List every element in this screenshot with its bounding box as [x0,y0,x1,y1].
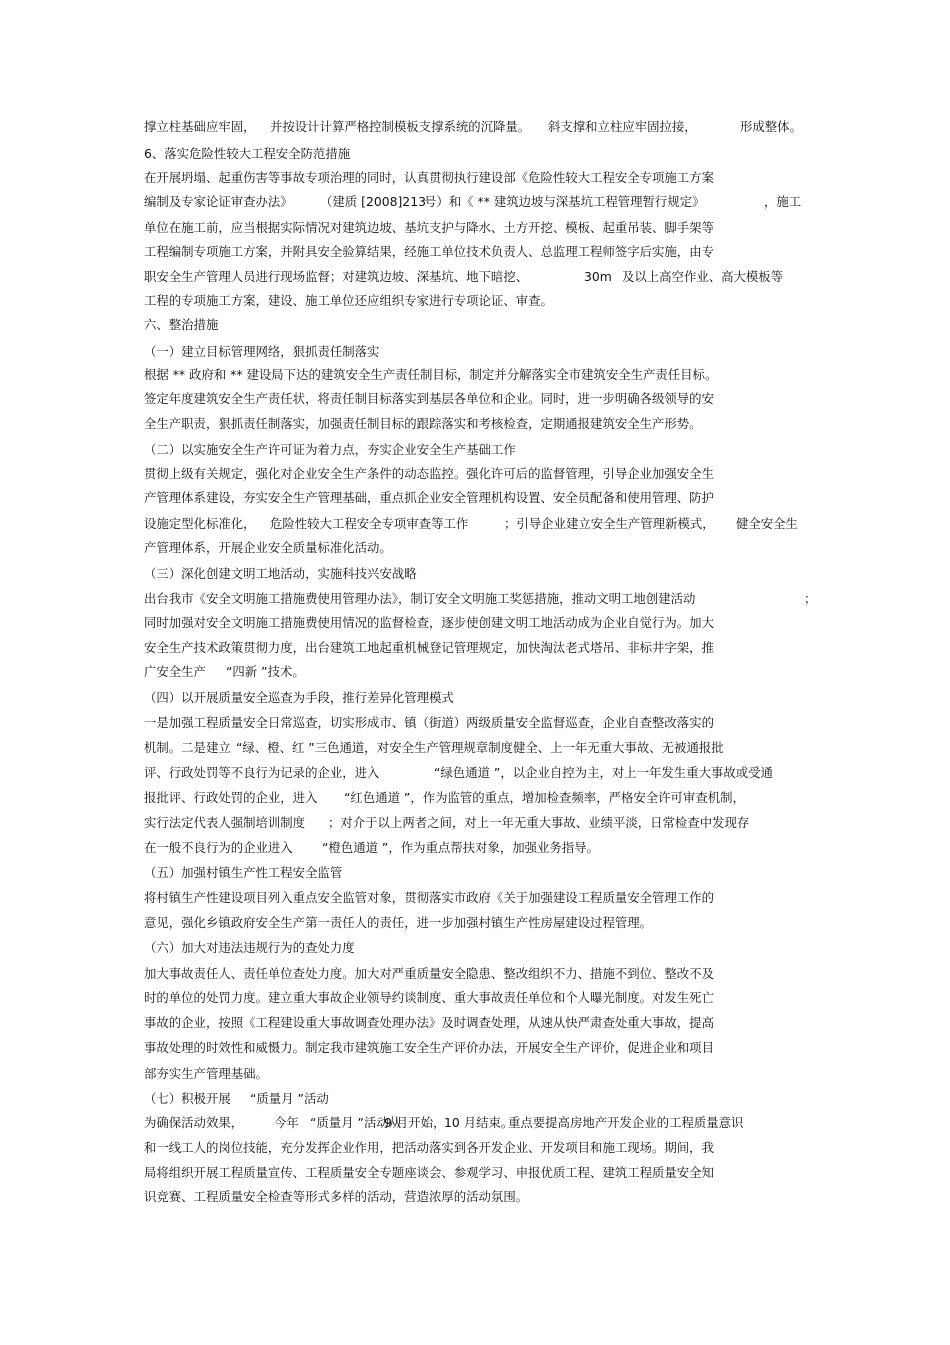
text-segment: （一）建立目标管理网络，狠抓责任制落实 [144,344,380,359]
text-segment: “红色通道 ”，作为监管的重点，增加检查频率，严格安全许可审查机制， [344,790,745,805]
text-segment: 出台我市《安全文明施工措施费使用管理办法》，制订安全文明施工奖惩措施，推动文明工地创建活动 [144,591,696,606]
text-segment: “绿色通道 ”，以企业自控为主，对上一年发生重大事故或受通 [434,765,773,780]
text-segment: 编制及专家论证审查办法》 [144,194,293,209]
text-segment: 机制。二是建立 [144,740,231,755]
text-segment: 时的单位的处罚力度。建立重大事故企业领导约谈制度、重大事故责任单位和个人曝光制度。对发生死亡 [144,990,714,1005]
text-segment: 事故处理的时效性和威慑力。制定我市建筑施工安全生产评价办法，开展安全生产评价，促进企业和项目 [144,1040,714,1055]
text-segment: 健全安全生 [736,516,798,531]
text-segment: 为确保活动效果， [144,1115,244,1130]
text-segment: 将村镇生产性建设项目列入重点安全监管对象，贯彻落实市政府《关于加强建设工程质量安全管理工作的 [144,890,714,905]
text-segment: 并按设计计算严格控制模板支撑系统的沉降量。 [270,119,531,134]
text-segment: 实行法定代表人强制培训制度 [144,815,306,830]
text-segment: （五）加强村镇生产性工程安全监管 [144,865,343,880]
text-segment: 产管理体系，开展企业安全质量标准化活动。 [144,540,392,555]
text-segment: 及以上高空作业、高大模板等 [622,269,784,284]
text-segment: 广安全生产 [144,664,206,679]
text-segment: ；对介于以上两者之间，对上一年无重大事故、业绩平淡，日常检查中发现存 [328,815,750,830]
text-segment: 单位在施工前，应当根据实际情况对建筑边坡、基坑支护与降水、土方开挖、模板、起重吊装、脚手架等 [144,220,714,235]
text-segment: 撑立柱基础应牢固， [144,119,256,134]
text-segment: 30m [584,269,612,284]
text-segment: 工程的专项施工方案，建设、施工单位还应组织专家进行专项论证、审查。 [144,293,553,308]
text-segment: ；引导企业建立安全生产管理新模式， [504,516,715,531]
text-segment: 贯彻上级有关规定，强化对企业安全生产条件的动态监控。强化许可后的监督管理，引导企业加强安全生 [144,466,714,481]
text-segment: 工程编制专项施工方案，并附具安全验算结果，经施工单位技术负责人、总监理工程师签字后实施，由专 [144,244,714,259]
text-segment: “绿、橙、红 ”三色通道，对安全生产管理规章制度健全、上一年无重大事故、无被通报批 [236,740,724,755]
text-segment: 职安全生产管理人员进行现场监督；对建筑边坡、深基坑、地下暗挖、 [144,269,529,284]
text-segment: （四）以开展质量安全巡查为手段，推行差异化管理模式 [144,690,454,705]
text-segment: 部夯实生产管理基础。 [144,1066,268,1081]
text-segment: 和一线工人的岗位技能，充分发挥企业作用，把活动落实到各开发企业、开发项目和施工现场。期间，我 [144,1140,714,1155]
text-segment: 意见，强化乡镇政府安全生产第一责任人的责任，进一步加强村镇生产性房屋建设过程管理。 [144,915,653,930]
text-segment: 加大事故责任人、责任单位查处力度。加大对严重质量安全隐患、整改组织不力、措施不到位、整改不及 [144,966,714,981]
text-segment: （二）以实施安全生产许可证为着力点，夯实企业安全生产基础工作 [144,442,516,457]
text-segment: （六）加大对违法违规行为的查处力度 [144,940,355,955]
text-segment: 签定年度建筑安全生产责任状，将责任制目标落实到基层各单位和企业。同时，进一步明确各级领导的安 [144,391,714,406]
text-segment: “四新 ”技术。 [226,664,305,679]
text-segment: （建质 [2008]213 [320,194,426,209]
text-segment: 危险性较大工程安全专项审查等工作 [270,516,469,531]
text-segment: 10 月结束。 [444,1115,514,1130]
text-segment: “质量月 ”活动 [250,1091,329,1106]
text-segment: ； [804,591,817,606]
text-segment: 形成整体。 [740,119,802,134]
text-segment: 六、整治措施 [144,317,219,332]
text-segment: 9 月开始， [384,1115,446,1130]
text-segment: （七）积极开展 [144,1091,231,1106]
text-segment: 根据 ** 政府和 ** 建设局下达的建筑安全生产责任制目标，制定并分解落实全市建筑安全生产责任目标。 [144,367,718,382]
text-segment: 在一般不良行为的企业进入 [144,840,293,855]
text-segment: 识竞赛、工程质量安全检查等形式多样的活动，营造浓厚的活动氛围。 [144,1189,529,1204]
text-segment: 全生产职责，狠抓责任制落实，加强责任制目标的跟踪落实和考核检查，定期通报建筑安全生产形势。 [144,416,702,431]
text-segment: 今年 [274,1115,299,1130]
text-segment: 产管理体系建设，夯实安全生产管理基础，重点抓企业安全管理机构设置、安全员配备和使用管理、防护 [144,490,714,505]
text-segment: 评、行政处罚等不良行为记录的企业，进入 [144,765,380,780]
text-segment: 重点要提高房地产开发企业的工程质量意识 [508,1115,744,1130]
text-segment: 局将组织开展工程质量宣传、工程质量安全专题座谈会、参观学习、申报优质工程、建筑工程质量安全知 [144,1165,714,1180]
text-segment: 报批评、行政处罚的企业，进入 [144,790,318,805]
text-segment: 一是加强工程质量安全日常巡查，切实形成市、镇（街道）两级质量安全监督巡查，企业自查整改落实的 [144,715,714,730]
text-segment: “橙色通道 ”，作为重点帮扶对象，加强业务指导。 [322,840,599,855]
text-segment: 在开展坍塌、起重伤害等事故专项治理的同时，认真贯彻执行建设部《危险性较大工程安全专项施工方案 [144,170,714,185]
text-segment: 安全生产技术政策贯彻力度，出台建筑工地起重机械登记管理规定，加快淘汰老式塔吊、非标井字架，推 [144,640,714,655]
text-segment: 斜支撑和立柱应牢固拉接， [548,119,697,134]
text-segment: 事故的企业，按照《工程建设重大事故调查处理办法》及时调查处理，从速从快严肃查处重大事故，提高 [144,1015,714,1030]
text-segment: “质量月 ”活动从 [310,1115,402,1130]
text-segment: （三）深化创建文明工地活动，实施科技兴安战略 [144,566,417,581]
text-segment: 6、落实危险性较大工程安全防范措施 [144,146,351,161]
text-segment: 设施定型化标准化， [144,516,256,531]
text-segment: 号）和《 ** 建筑边坡与深基坑工程管理暂行规定》 [424,194,705,209]
text-segment: 同时加强对安全文明施工措施费使用情况的监督检查，逐步使创建文明工地活动成为企业自觉行为。加大 [144,615,714,630]
text-segment: ，施工 [764,194,802,209]
